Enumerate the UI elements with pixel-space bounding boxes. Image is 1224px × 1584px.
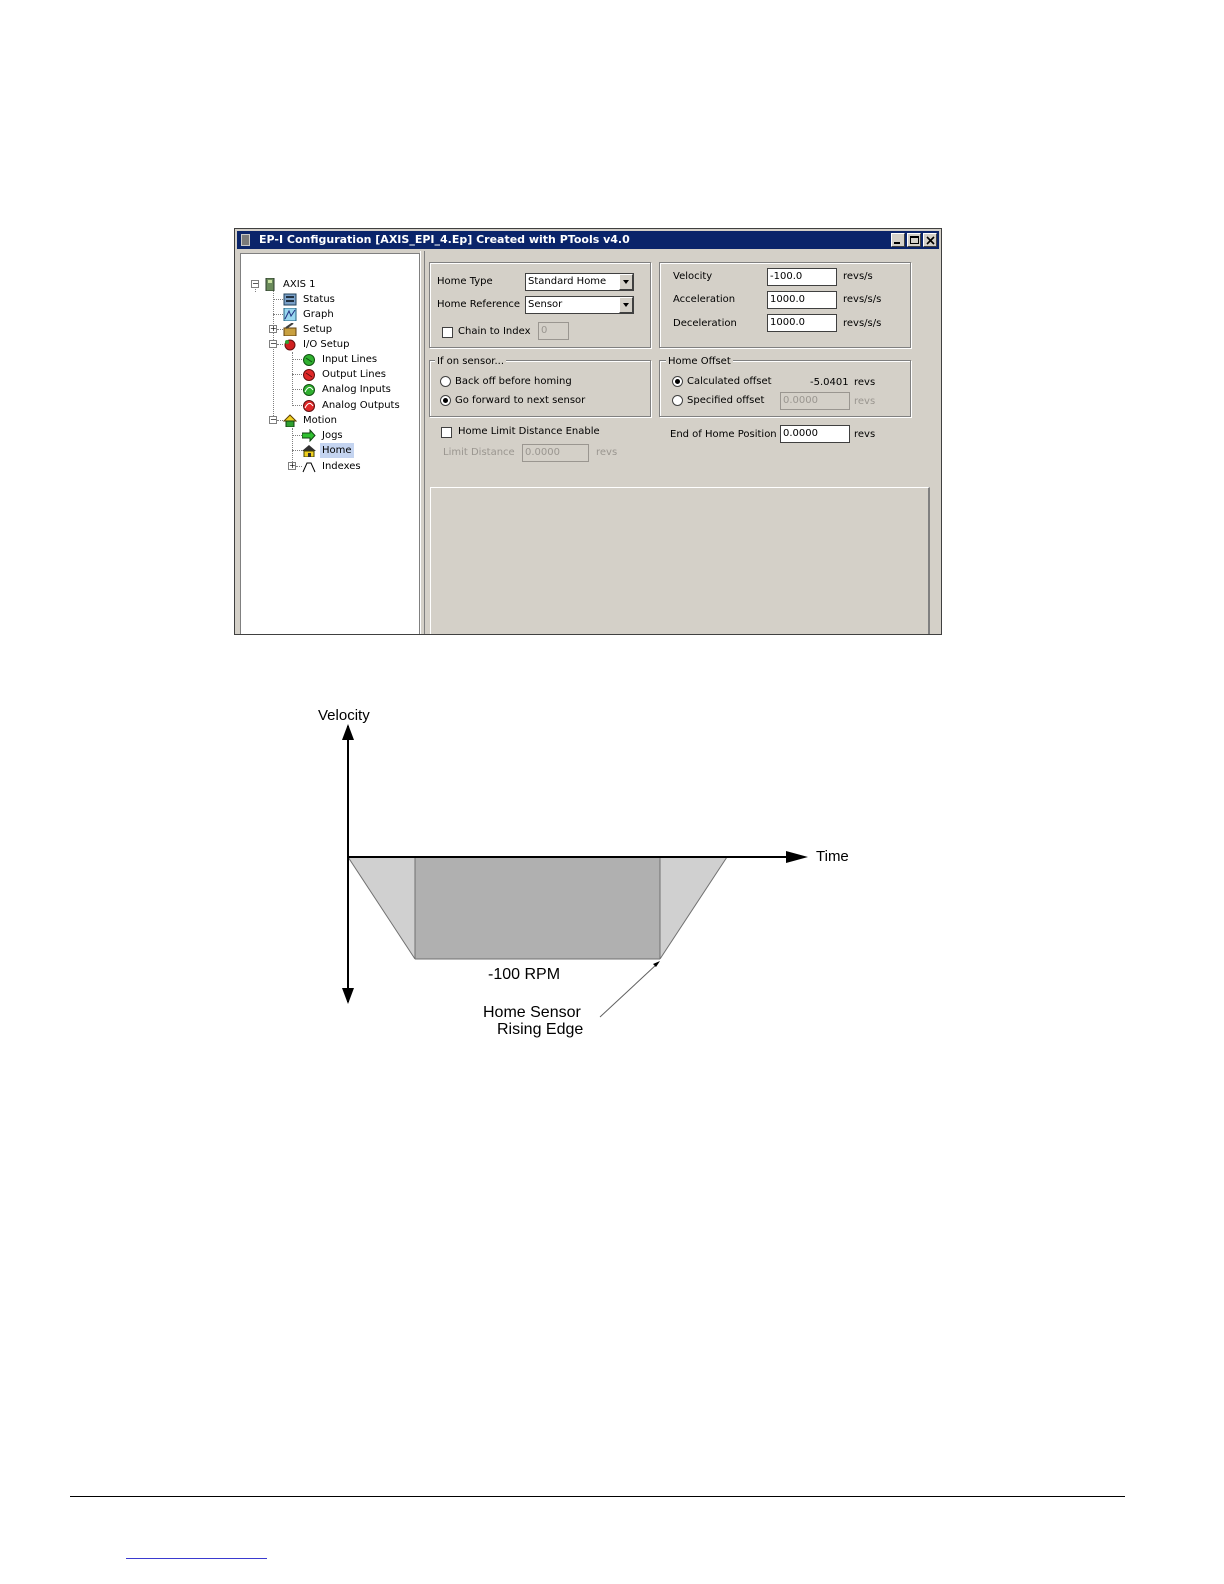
collapse-toggle[interactable]: − [270, 339, 277, 348]
go-forward-label: Go forward to next sensor [455, 395, 586, 406]
home-reference-select[interactable] [525, 296, 634, 314]
tree-connector [292, 450, 302, 451]
back-off-radio[interactable] [440, 376, 451, 387]
tree-connector [292, 435, 302, 436]
annotation-line-1: Home Sensor [483, 1004, 581, 1021]
home-type-value: Standard Home [528, 276, 607, 287]
output-lines-icon [302, 368, 316, 381]
pane-splitter[interactable] [420, 251, 425, 635]
velocity-axis-arrow-down-icon [342, 988, 354, 1004]
graph-icon [283, 308, 297, 321]
collapse-toggle[interactable]: − [270, 415, 277, 424]
application-window [234, 228, 942, 635]
time-axis-label: Time [816, 848, 849, 865]
indexes-icon [302, 460, 316, 473]
velocity-axis-label: Velocity [318, 707, 370, 724]
drive-icon [263, 278, 277, 291]
specified-offset-unit: revs [854, 396, 876, 407]
home-icon [302, 444, 316, 457]
chain-index-field[interactable]: 0 [538, 322, 569, 340]
acceleration-unit: revs/s/s [843, 294, 882, 305]
specified-offset-label: Specified offset [687, 395, 765, 406]
footer-rule [70, 1496, 1125, 1497]
app-icon [241, 234, 250, 246]
close-icon [926, 236, 935, 245]
chevron-down-icon[interactable] [619, 274, 633, 290]
maximize-button[interactable] [907, 233, 921, 247]
tree-connector [292, 374, 302, 375]
title-bar [237, 231, 939, 249]
limit-distance-label: Limit Distance [443, 447, 515, 458]
calculated-offset-label: Calculated offset [687, 376, 772, 387]
if-on-sensor-title: If on sensor... [437, 356, 505, 367]
velocity-label: Velocity [673, 271, 713, 282]
deceleration-unit: revs/s/s [843, 318, 882, 329]
go-forward-radio[interactable] [440, 395, 451, 406]
motion-icon [283, 414, 297, 427]
limit-distance-field[interactable]: 0.0000 [522, 444, 589, 462]
limit-distance-unit: revs [596, 447, 618, 458]
maximize-icon [910, 236, 919, 245]
home-limit-label: Home Limit Distance Enable [458, 426, 600, 437]
velocity-input[interactable]: -100.0 [767, 268, 837, 286]
end-home-position-label: End of Home Position [670, 429, 777, 440]
calculated-offset-unit: revs [854, 377, 876, 388]
calculated-offset-radio[interactable] [672, 376, 683, 387]
acceleration-input[interactable]: 1000.0 [767, 291, 837, 309]
input-lines-icon [302, 353, 316, 366]
analog-outputs-icon [302, 399, 316, 412]
jogs-arrow-icon [302, 429, 316, 442]
tree-connector [273, 314, 283, 315]
empty-panel [430, 487, 930, 635]
home-reference-label: Home Reference [437, 299, 521, 310]
window-title: EP-I Configuration [AXIS_EPI_4.Ep] Created with PTools v4.0 [259, 233, 630, 246]
specified-offset-radio[interactable] [672, 395, 683, 406]
status-icon [283, 293, 297, 306]
chain-to-index-checkbox[interactable] [442, 327, 453, 338]
setup-icon [283, 323, 297, 336]
home-offset-title: Home Offset [668, 356, 731, 367]
calculated-offset-value: -5.0401 [810, 377, 849, 388]
home-type-select[interactable] [525, 273, 634, 291]
close-button[interactable] [923, 233, 937, 247]
tree-connector [292, 389, 302, 390]
home-reference-value: Sensor [528, 299, 563, 310]
constant-velocity-area [415, 857, 660, 959]
expand-toggle[interactable]: + [289, 461, 296, 470]
acceleration-label: Acceleration [673, 294, 736, 305]
tree-connector [292, 405, 302, 406]
velocity-unit: revs/s [843, 271, 873, 282]
deceleration-input[interactable]: 1000.0 [767, 314, 837, 332]
project-tree[interactable]: − + − − + AXIS 1 Status Graph Setup I/O Setup Input Lines Output Lines Analog Inputs Analog Outputs Motion Jogs Home Indexes [240, 253, 420, 635]
tree-connector [292, 352, 293, 406]
chain-to-index-label: Chain to Index [458, 326, 531, 337]
back-off-label: Back off before homing [455, 376, 572, 387]
chevron-down-icon[interactable] [619, 297, 633, 313]
end-home-position-input[interactable]: 0.0000 [780, 425, 850, 443]
tree-connector [292, 359, 302, 360]
expand-toggle[interactable]: + [270, 324, 277, 333]
tree-connector [273, 290, 274, 424]
home-velocity-diagram [290, 690, 910, 1050]
minimize-icon [894, 236, 902, 244]
velocity-axis-arrow-up-icon [342, 724, 354, 740]
tree-connector [273, 299, 283, 300]
specified-offset-field[interactable]: 0.0000 [780, 392, 850, 410]
collapse-toggle[interactable]: − [252, 279, 259, 288]
home-limit-checkbox[interactable] [441, 427, 452, 438]
analog-inputs-icon [302, 383, 316, 396]
footer-link-underline[interactable] [126, 1558, 267, 1559]
minimize-button[interactable] [891, 233, 905, 247]
deceleration-label: Deceleration [673, 318, 737, 329]
speed-label: -100 RPM [488, 966, 561, 983]
home-type-label: Home Type [437, 276, 493, 287]
annotation-line-2: Rising Edge [497, 1021, 584, 1038]
end-home-position-unit: revs [854, 429, 876, 440]
annotation-leader-line [600, 964, 657, 1017]
time-axis-arrow-icon [786, 851, 808, 863]
io-setup-icon [283, 338, 297, 351]
